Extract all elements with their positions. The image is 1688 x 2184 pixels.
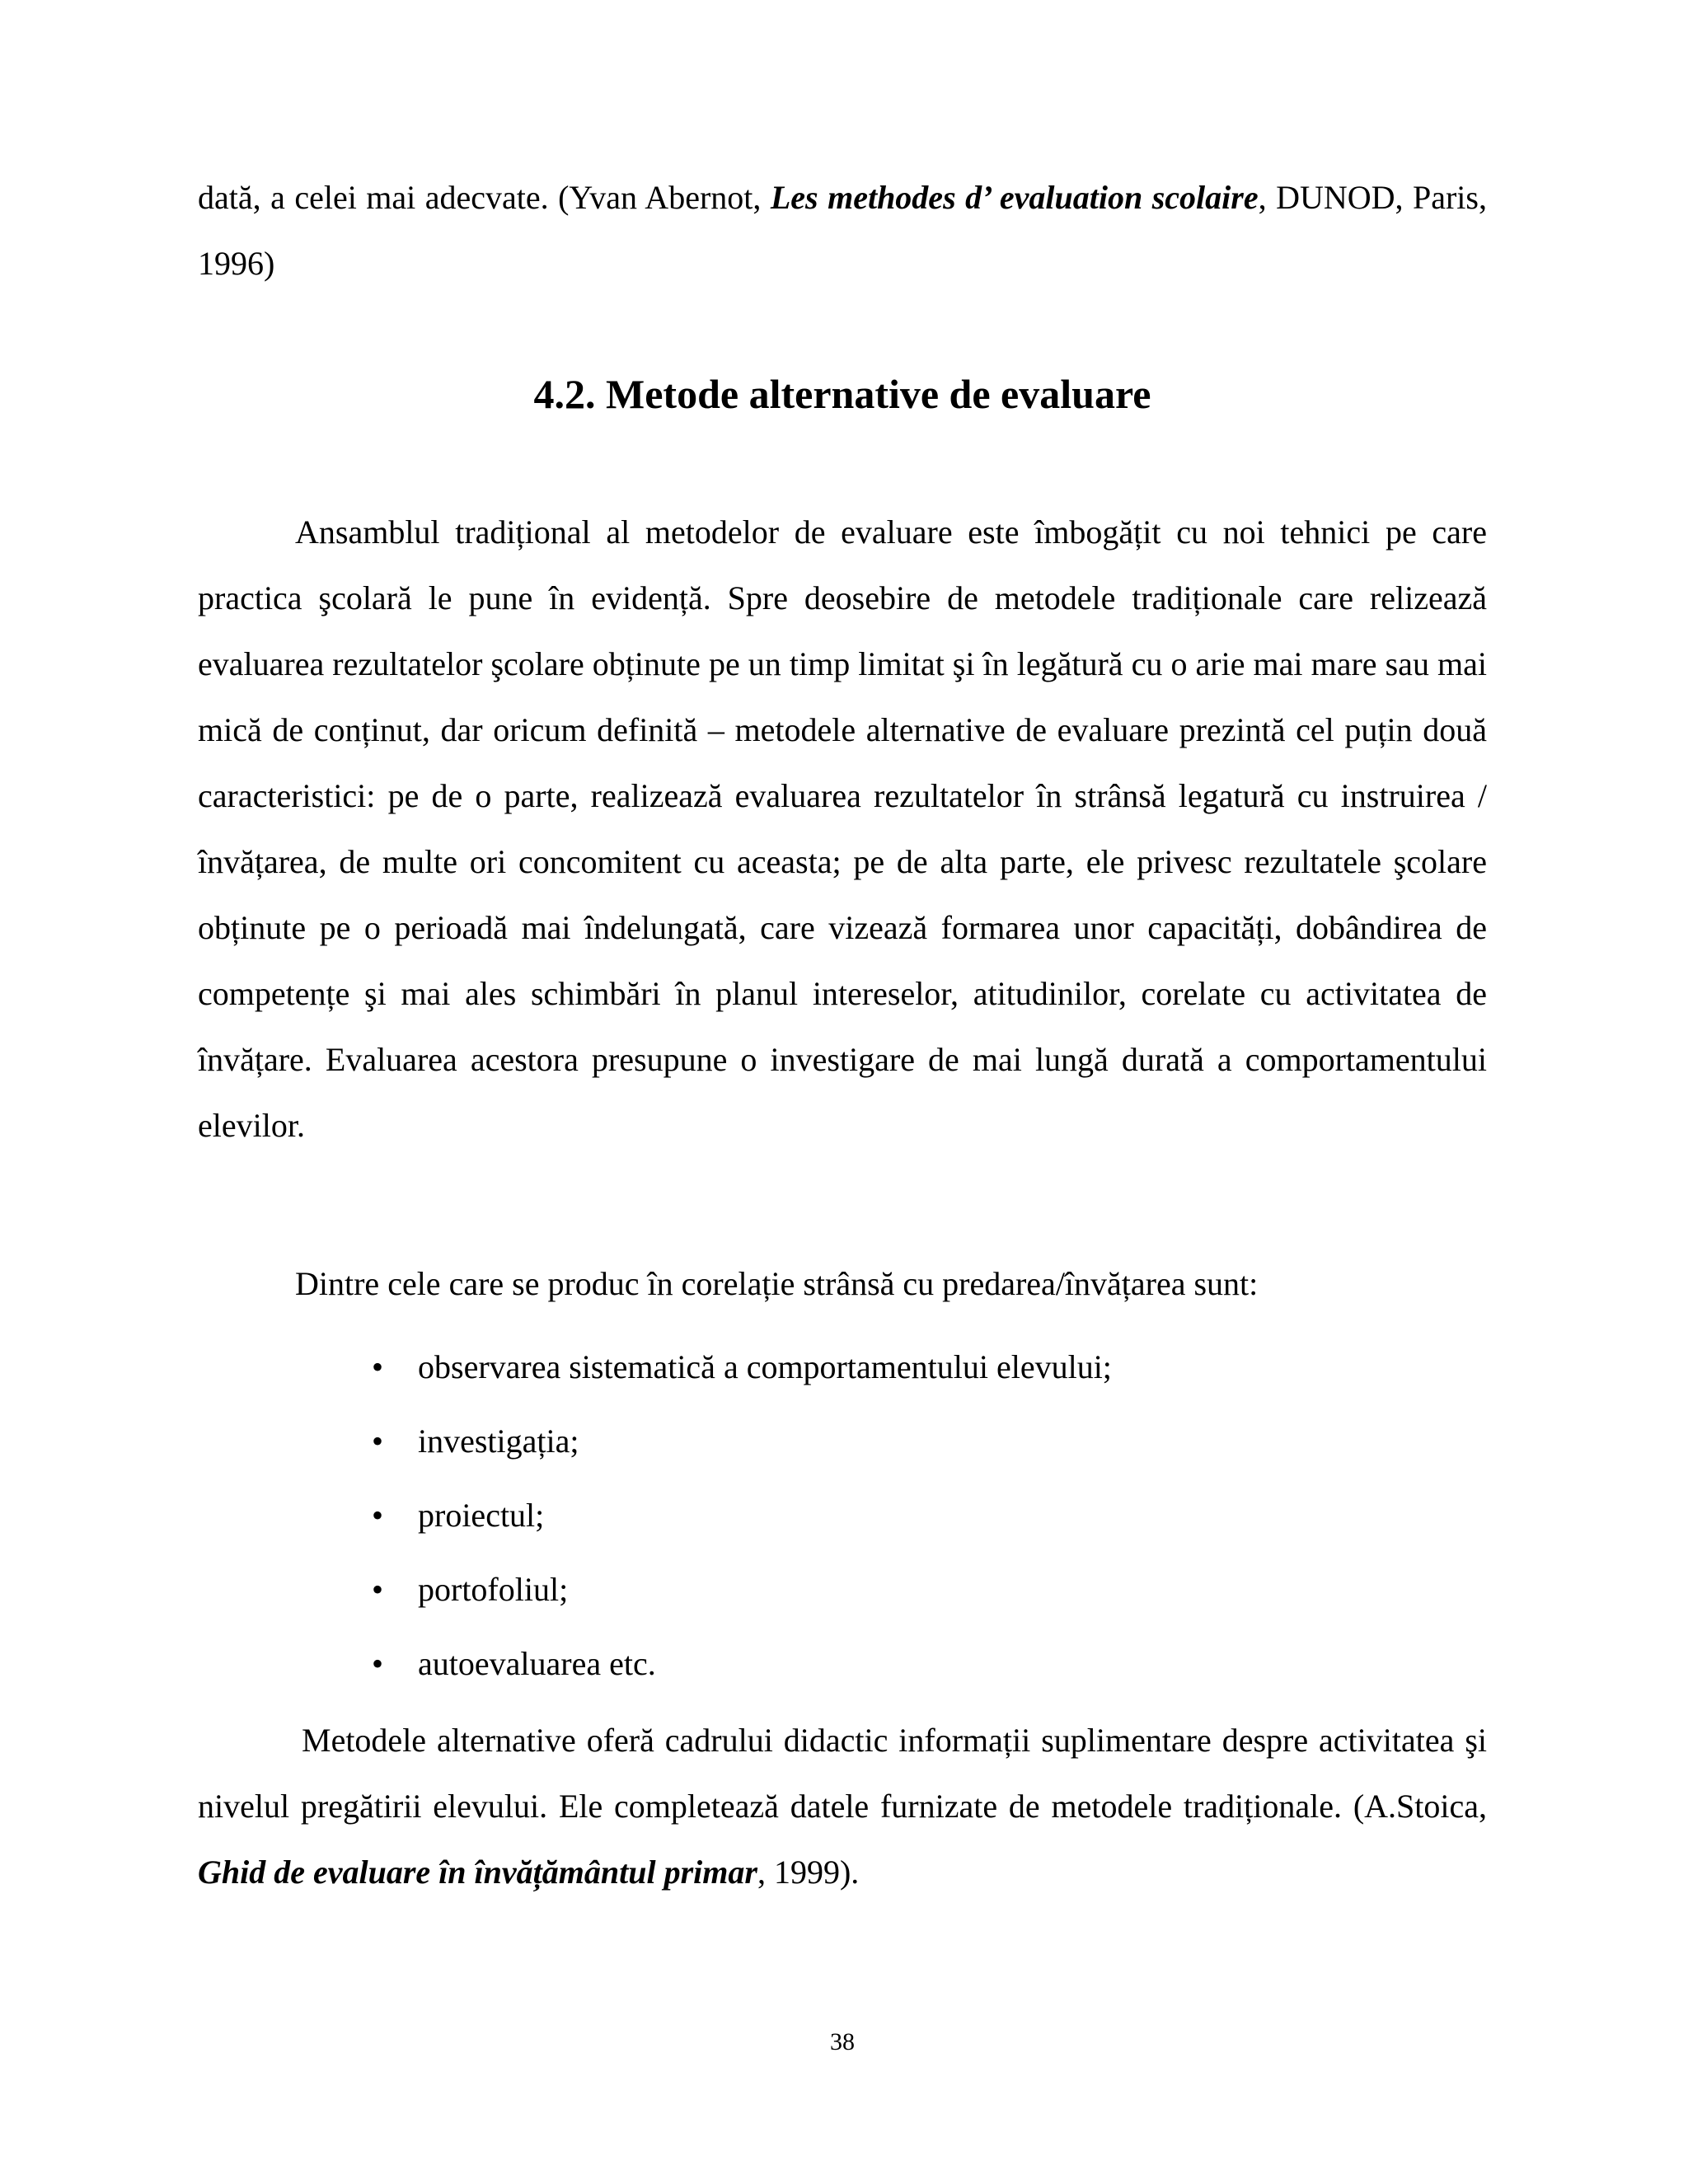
closing-text-after: , 1999). (757, 1854, 860, 1891)
closing-paragraph (198, 1708, 1487, 1905)
reference-text-before: dată, a celei mai adecvate. (Yvan Abernot, (198, 179, 771, 216)
reference-text-after: , DUNOD, Paris, 1996) (198, 179, 1487, 282)
list-item-text: observarea sistematică a comportamentului elevului; (418, 1348, 1112, 1385)
methods-list (198, 1330, 1487, 1701)
bullet-icon: • (371, 1497, 383, 1534)
bullet-icon: • (371, 1571, 383, 1608)
list-item (198, 1627, 1487, 1701)
list-item-text: autoevaluarea etc. (418, 1645, 656, 1682)
reference-paragraph (198, 165, 1487, 297)
list-item (198, 1479, 1487, 1553)
list-item-text: proiectul; (418, 1497, 545, 1534)
bullet-icon: • (371, 1645, 383, 1682)
bullet-icon: • (371, 1348, 383, 1385)
list-item (198, 1553, 1487, 1627)
reference-book-title: Les methodes d’ evaluation scolaire (770, 179, 1259, 216)
list-item-text: investigația; (418, 1422, 579, 1460)
document-page (198, 0, 1487, 2184)
closing-book-title: Ghid de evaluare în învățământul primar (198, 1854, 757, 1891)
list-intro: Dintre cele care se produc în corelație strânsă cu predarea/învățarea sunt: (295, 1265, 1259, 1302)
closing-text-before: Metodele alternative oferă cadrului didactic informații suplimentare despre activitatea şi nivelul pregătirii elevului. Ele completează datele furnizate de metodele tradiționale. (A.Stoica, (198, 1722, 1487, 1825)
list-item (198, 1330, 1487, 1404)
page-number: 38 (830, 2028, 855, 2055)
section-heading: 4.2. Metode alternative de evaluare (533, 371, 1151, 417)
list-item (198, 1404, 1487, 1479)
bullet-icon: • (371, 1422, 383, 1460)
body-paragraph: Ansamblul tradițional al metodelor de evaluare este îmbogățit cu noi tehnici pe care practica şcolară le pune în evidență. Spre deosebire de metodele tradiționale care relizează evaluarea rezultatelor şcolare obținute pe un timp limitat şi în legătură cu o arie mai mare sau mai mică de conținut, dar oricum definită – metodele alternative de evaluare prezintă cel puțin două caracteristici: pe de o parte, realizează evaluarea rezultatelor în strânsă legatură cu instruirea / învățarea, de multe ori concomitent cu aceasta; pe de alta parte, ele privesc rezultatele şcolare obținute pe o perioadă mai îndelungată, care vizează formarea unor capacități, dobândirea de competențe şi mai ales schimbări în planul intereselor, atitudinilor, corelate cu activitatea de învățare. Evaluarea acestora presupune o investigare de mai lungă durată a comportamentului elevilor. (198, 513, 1487, 1144)
list-item-text: portofoliul; (418, 1571, 569, 1608)
